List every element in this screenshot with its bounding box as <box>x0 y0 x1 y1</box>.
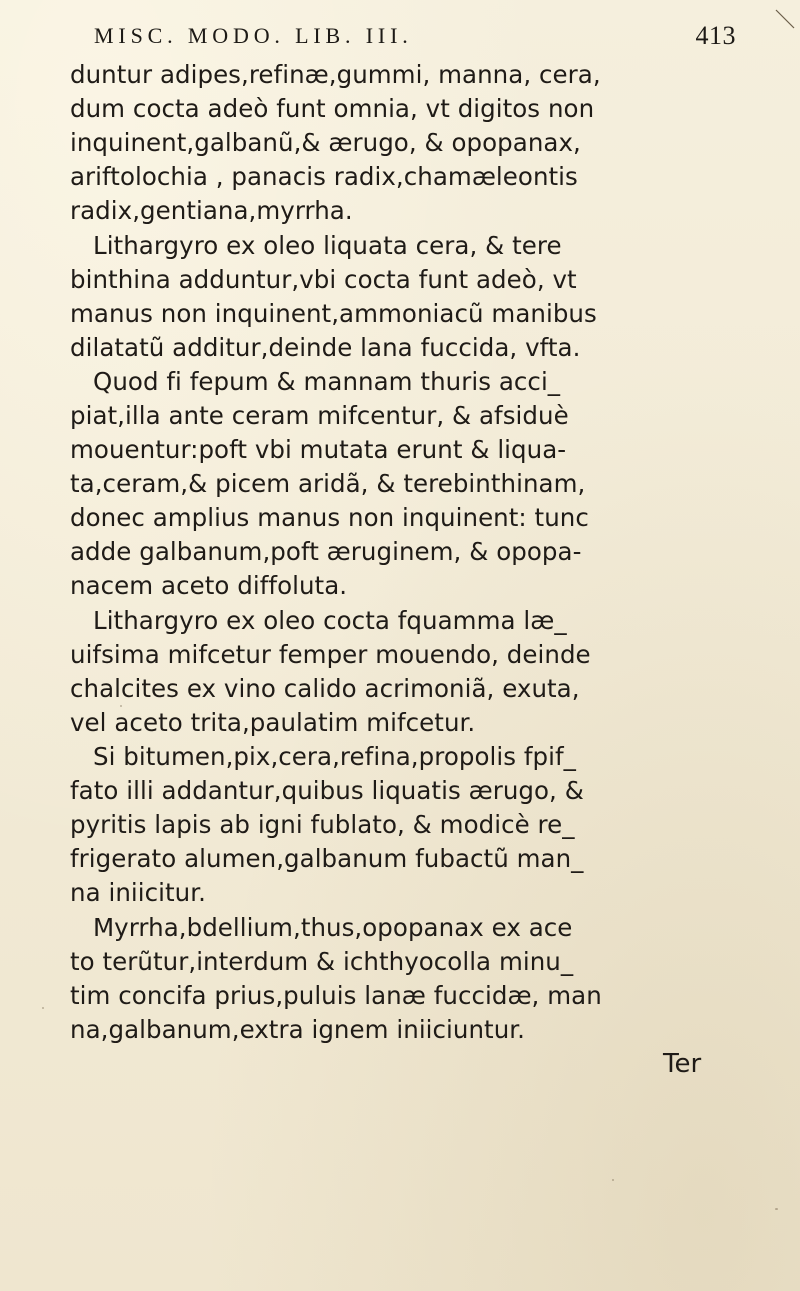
text-line: to terũtur,interdum & ichthyocolla minu_ <box>70 947 574 976</box>
text-line: uifsima mifcetur femper mouendo, deinde <box>70 640 591 669</box>
text-line: Quod fi fepum & mannam thuris acci_ <box>93 367 561 396</box>
text-line: ariftolochia , panacis radix,chamæleontis <box>70 162 578 191</box>
text-line: Si bitumen,pix,cera,refina,propolis fpif_ <box>93 742 576 771</box>
text-line: fato illi addantur,quibus liquatis ærugo, & <box>70 776 584 805</box>
paper-speck <box>42 1007 44 1009</box>
text-line: duntur adipes,refinæ,gummi, manna, cera, <box>70 60 601 89</box>
text-line: chalcites ex vino calido acrimoniã, exuta, <box>70 674 580 703</box>
running-title: MISC. MODO. LIB. III. <box>94 23 413 48</box>
paper-speck <box>775 1208 778 1210</box>
text-line: Myrrha,bdellium,thus,opopanax ex ace <box>93 913 573 942</box>
text-line: piat,illa ante ceram mifcentur, & afsiduè <box>70 401 569 430</box>
text-line: tim concifa prius,puluis lanæ fuccidæ, man <box>70 981 602 1010</box>
paper-speck <box>120 705 122 707</box>
text-line: binthina adduntur,vbi cocta funt adeò, vt <box>70 265 577 294</box>
text-line: mouentur:poft vbi mutata erunt & liqua- <box>70 435 567 464</box>
text-line: adde galbanum,poft æruginem, & opopa- <box>70 537 582 566</box>
text-line: Lithargyro ex oleo liquata cera, & tere <box>93 231 562 260</box>
text-line: inquinent,galbanũ,& ærugo, & opopanax, <box>70 128 581 157</box>
text-line: manus non inquinent,ammoniacũ manibus <box>70 299 597 328</box>
text-line: radix,gentiana,myrrha. <box>70 196 353 225</box>
running-header <box>78 20 744 52</box>
text-line: na,galbanum,extra ignem iniiciuntur. <box>70 1015 526 1044</box>
text-line: ta,ceram,& picem aridã, & terebinthinam, <box>70 469 586 498</box>
text-line: frigerato alumen,galbanum fubactũ man_ <box>70 844 584 873</box>
text-line: na iniicitur. <box>70 878 206 907</box>
paper-speck <box>612 1179 614 1181</box>
corner-crease-mark <box>774 8 796 30</box>
text-line: vel aceto trita,paulatim mifcetur. <box>70 708 476 737</box>
text-line: pyritis lapis ab igni fublato, & modicè re_ <box>70 810 575 839</box>
text-line: dilatatũ additur,deinde lana fuccida, vfta. <box>70 333 581 362</box>
text-line: Lithargyro ex oleo cocta fquamma læ_ <box>93 606 567 635</box>
page-number: 413 <box>695 21 736 50</box>
text-line: dum cocta adeò funt omnia, vt digitos non <box>70 94 595 123</box>
text-line: donec amplius manus non inquinent: tunc <box>70 503 589 532</box>
text-line: nacem aceto diffoluta. <box>70 571 348 600</box>
catchword: Ter <box>663 1049 702 1079</box>
